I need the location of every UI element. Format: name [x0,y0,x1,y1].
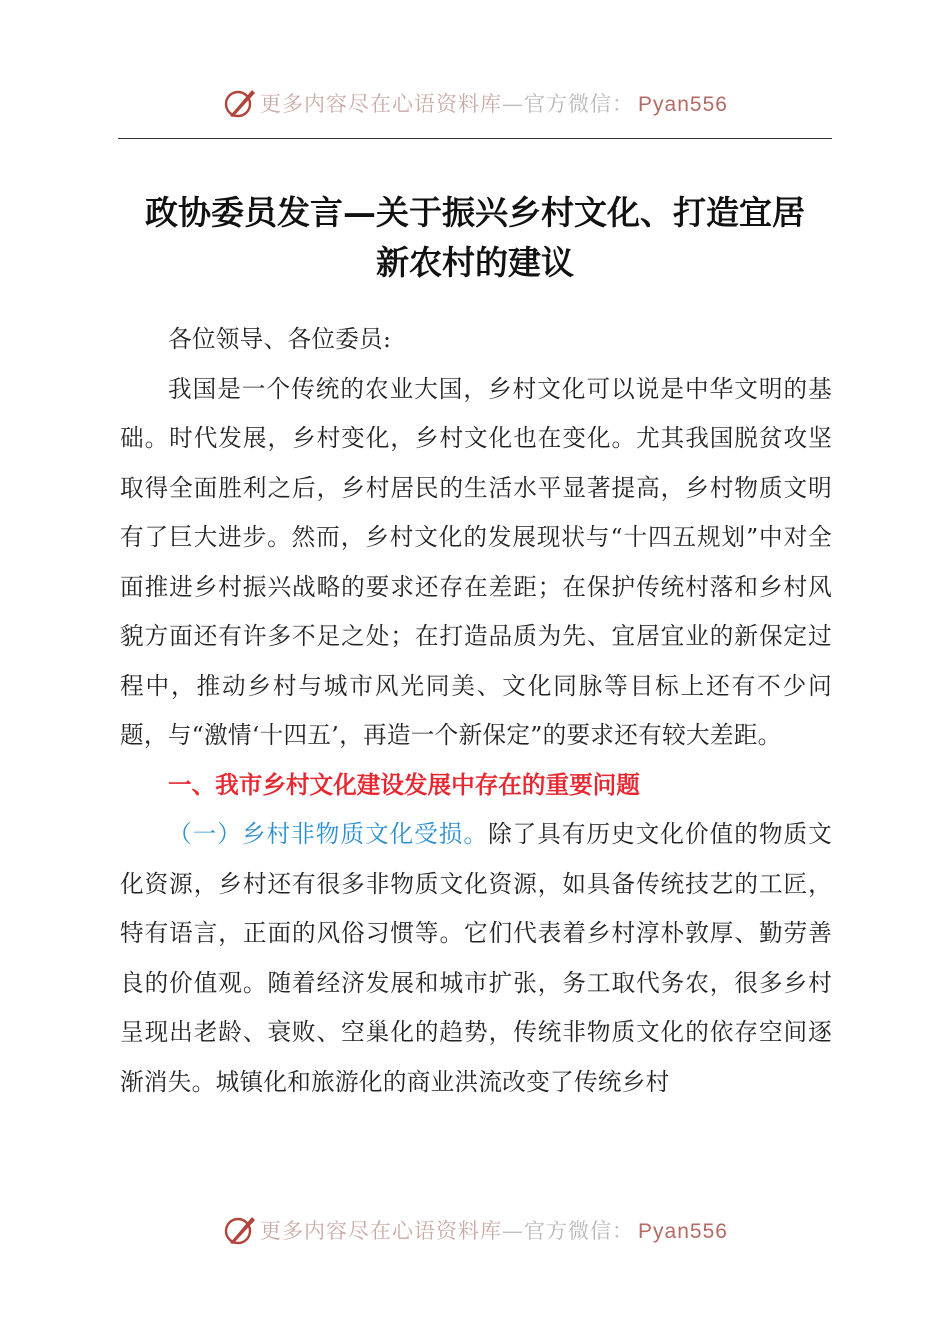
banner-site: 更多内容尽在心语资料库 [260,1219,503,1243]
header-banner [0,83,950,123]
banner-text [260,88,728,118]
document-body [120,315,832,1107]
quill-pen-logo-icon [222,1212,258,1248]
header-divider [118,138,832,139]
banner-text [260,1215,728,1245]
title-line-2: 新农村的建议 [376,243,574,282]
section-heading-1: 一、我市乡村文化建设发展中存在的重要问题 [168,770,640,799]
footer-banner [0,1210,950,1250]
banner-wechat-id: Pyan556 [638,1220,728,1243]
quill-pen-logo-icon [222,85,258,121]
paragraph-2 [120,810,832,1107]
document-title [100,188,850,288]
banner-wechat-id: Pyan556 [638,93,728,116]
subsection-title-1: （一）乡村非物质文化受损。 [168,820,489,848]
banner-wechat-label: 官方微信： [524,92,635,116]
paragraph-1: 我国是一个传统的农业大国，乡村文化可以说是中华文明的基础。时代发展，乡村变化，乡村文化也在变化。尤其我国脱贫攻坚取得全面胜利之后，乡村居民的生活水平显著提高，乡村物质文明有了巨大进步。然而，乡村文化的发展现状与“十四五规划”中对全面推进乡村振兴战略的要求还存在差距；在保护传统村落和乡村风貌方面还有许多不足之处；在打造品质为先、宜居宜业的新保定过程中，推动乡村与城市风光同美、文化同脉等目标上还有不少问题，与“激情‘十四五’，再造一个新保定”的要求还有较大差距。 [120,374,832,749]
banner-wechat-label: 官方微信： [524,1219,635,1243]
subsection-body-1: 除了具有历史文化价值的物质文化资源，乡村还有很多非物质文化资源，如具备传统技艺的工匠，特有语言，正面的风俗习惯等。它们代表着乡村淳朴敦厚、勤劳善良的价值观。随着经济发展和城市扩张，务工取代务农，很多乡村呈现出老龄、衰败、空巢化的趋势，传统非物质文化的依存空间逐渐消失。城镇化和旅游化的商业洪流改变了传统乡村 [120,820,833,1096]
title-line-1: 政协委员发言—关于振兴乡村文化、打造宜居 [145,193,805,232]
banner-dash: — [502,92,525,116]
banner-site: 更多内容尽在心语资料库 [260,92,503,116]
banner-dash: — [502,1219,525,1243]
salutation: 各位领导、各位委员: [168,325,392,353]
